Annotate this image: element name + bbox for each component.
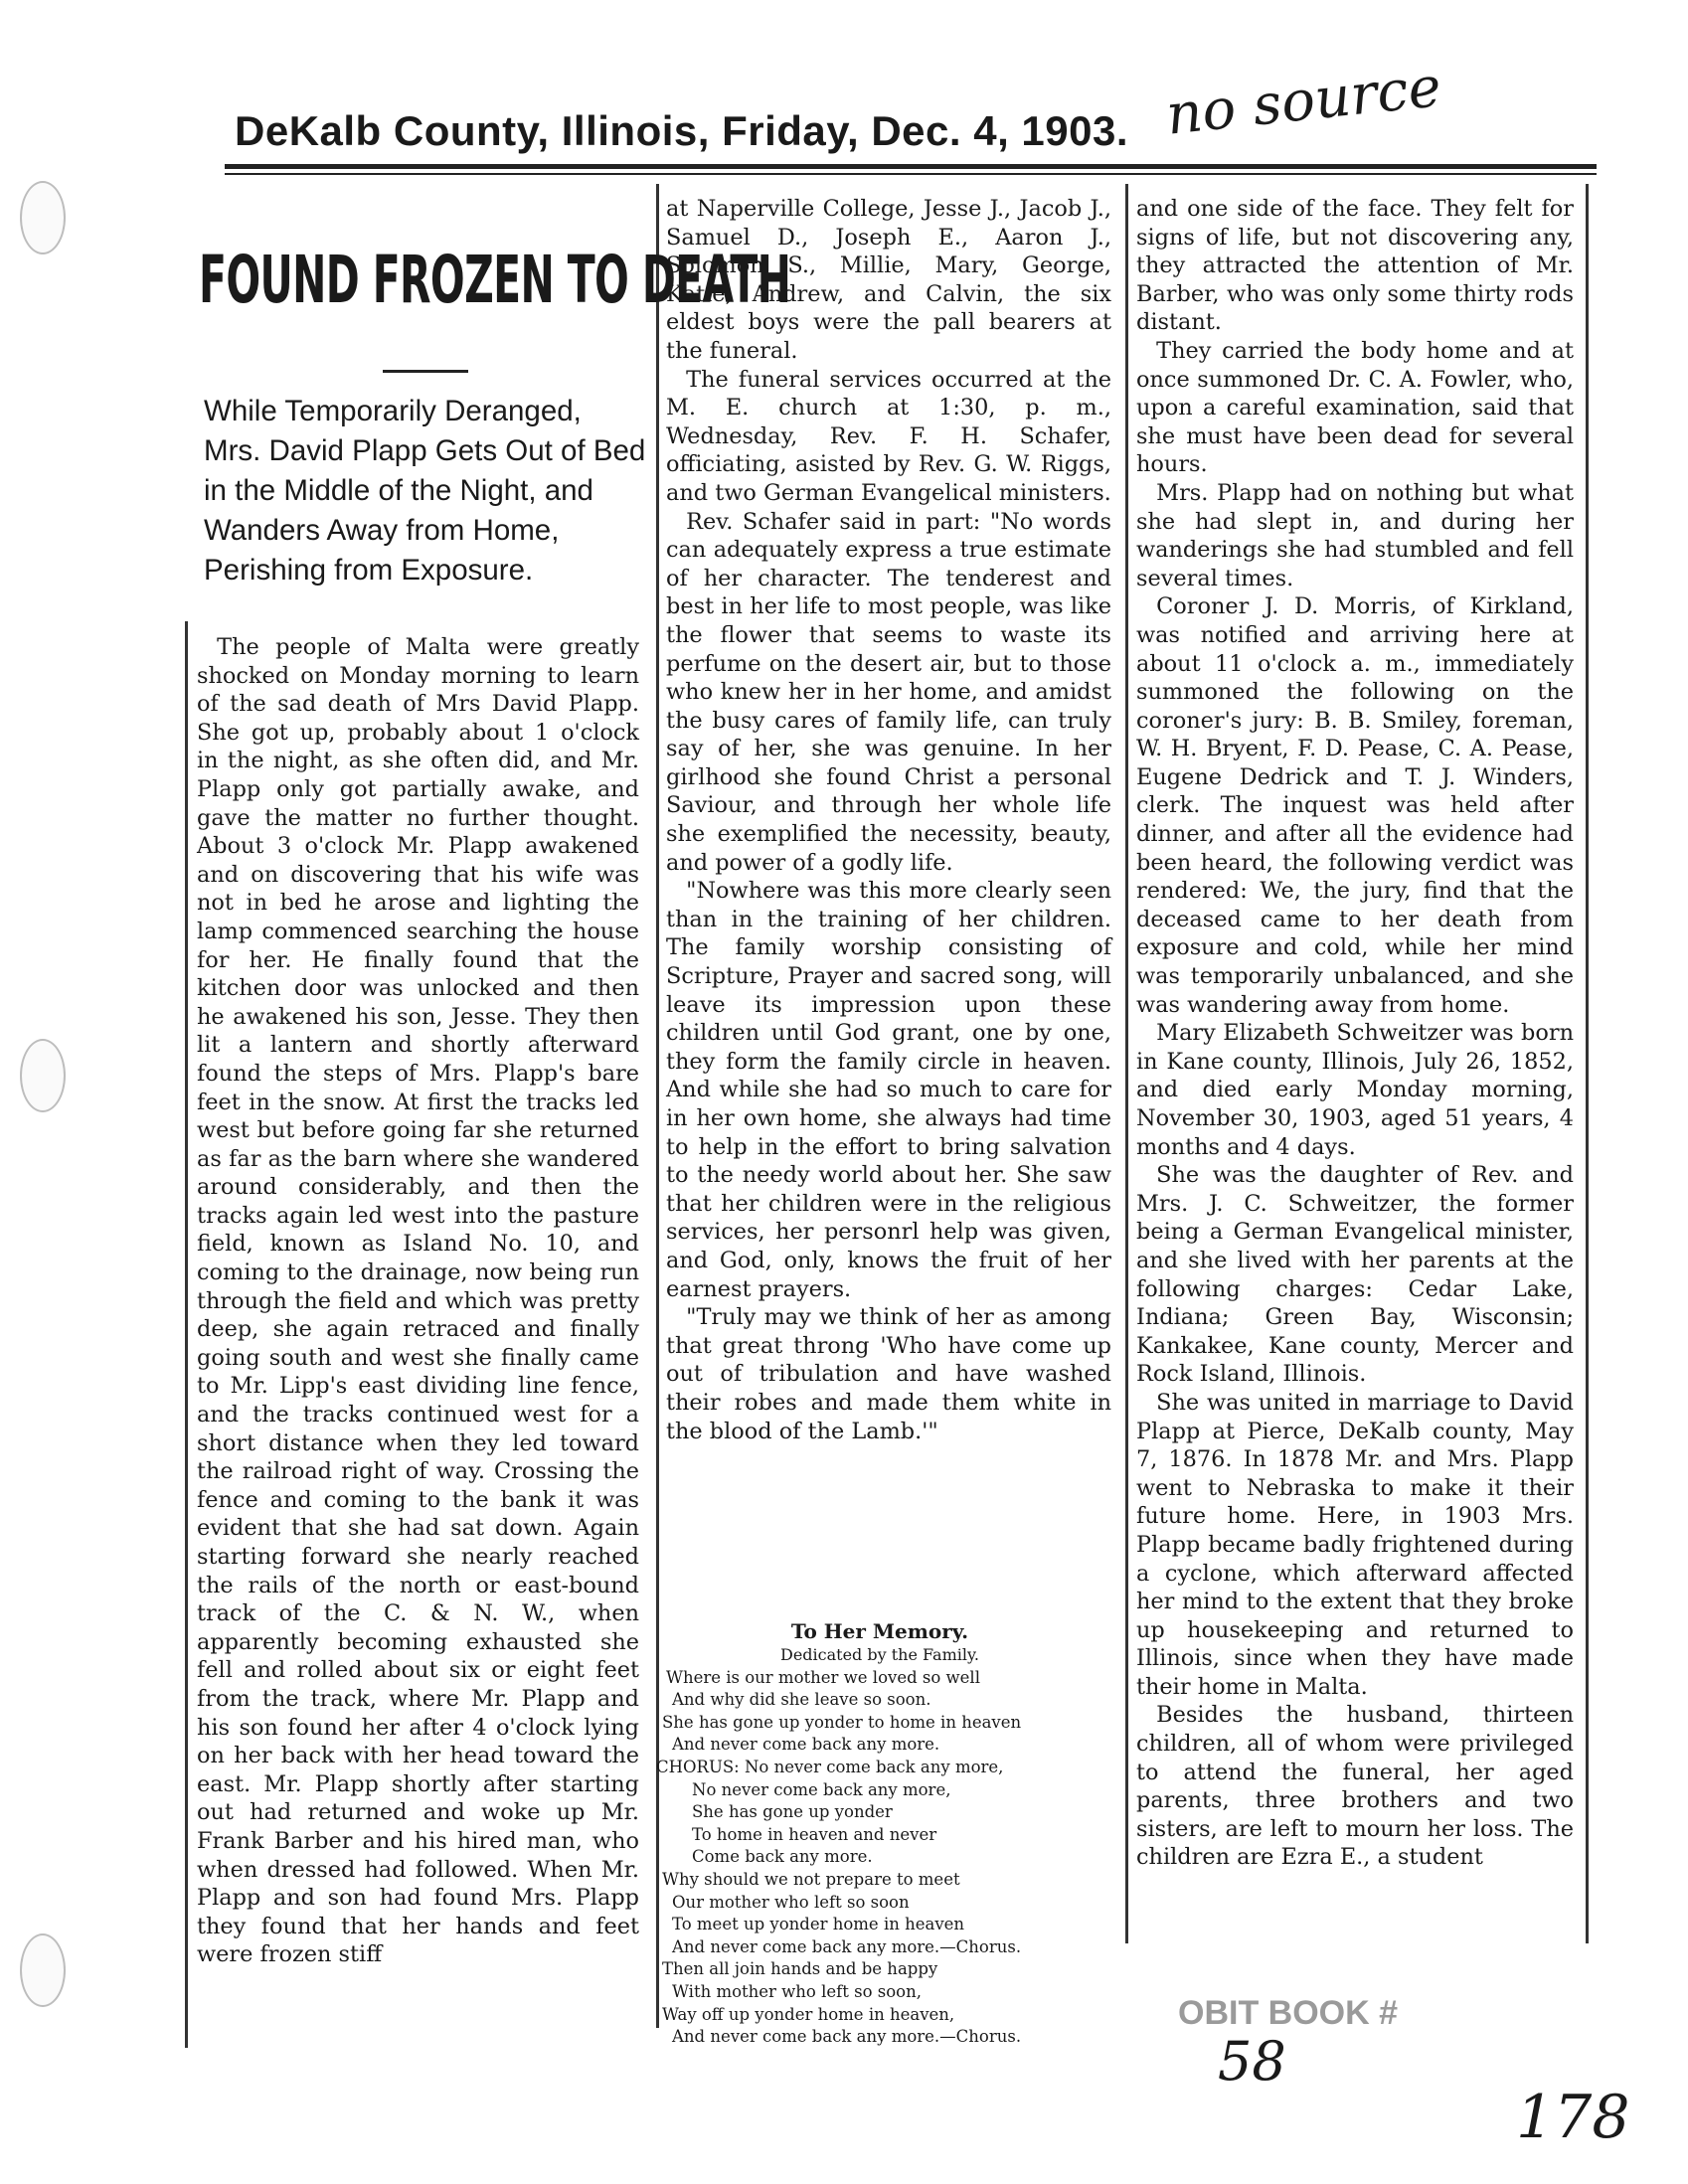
punch-hole-middle (20, 1039, 66, 1112)
paragraph: Coroner J. D. Morris, of Kirkland, was notified and arriving here at about 11 o'clock a. m., immediately summoned the following on the coroner's jury: B. B. Smiley, foreman, W. H. Bryent, F. D. Pease, C. A. Pease, Eugene Dedrick and T. J. Winders, clerk. The inquest was held after dinner, and after all the evidence had been heard, the following verdict was rendered: We, the jury, find that the deceased came to her death from exposure and cold, while her mind was temporarily unbalanced, and she was wandering away from home. (1136, 593, 1574, 1018)
poem-line: Why should we not prepare to meet (662, 1869, 960, 1889)
poem-line: Way off up yonder home in heaven, (662, 2004, 955, 2024)
poem-line: To meet up yonder home in heaven (672, 1915, 965, 1934)
paragraph: and one side of the face. They felt for signs of life, but not discovering any, they attracted the attention of Mr. Barber, who was only some thirty rods distant. (1136, 196, 1574, 336)
story-column-1 (197, 633, 639, 1969)
paragraph: She was united in marriage to David Plapp at Pierce, DeKalb county, May 7, 1876. In 1878 Mr. and Mrs. Plapp went to Nebraska to make it their future home. Here, in 1903 Mrs. Plapp became badly frightened during a cyclone, which afterward affected her mind to the extent that they broke up housekeeping and returned to Illinois, since when they have made their home in Malta. (1136, 1389, 1574, 1700)
subheadline: While Temporarily Deranged, Mrs. David Plapp Gets Out of Bed in the Middle of the Night, and Wanders Away from Home, Perishing from Exposure. (204, 395, 646, 587)
paragraph: The people of Malta were greatly shocked on Monday morning to learn of the sad death of Mrs David Plapp. She got up, probably about 1 o'clock in the night, as she often did, and Mr. Plapp only got partially awake, and gave the matter no further thought. About 3 o'clock Mr. Plapp awakened and on discovering that his wife was not in bed he arose and lighting the lamp commenced searching the house for her. He finally found that the kitchen door was unlocked and then he awakened his son, Jesse. They then lit a lantern and shortly afterward found the steps of Mrs. Plapp's bare feet in the snow. At first the tracks led west but before going far she returned as far as the barn where she wandered around considerably, and then the tracks again led west into the pasture field, known as Island No. 10, and coming to the drainage, now being run through the field and which was pretty deep, she again retraced and finally going south and west she finally came to Mr. Lipp's east dividing line fence, and the tracks continued west for a short distance when they led toward the railroad right of way. Crossing the fence and coming to the bank it was evident that she had sat down. Again starting forward she nearly reached the rails of the north or east-bound track of the C. & N. W., when apparently becoming exhausted she fell and rolled about six or eight feet from the track, where Mr. Plapp and his son found her after 4 o'clock lying on her back with her head toward the east. Mr. Plapp shortly after starting out had returned and woke up Mr. Frank Barber and his hired man, who when dressed had followed. When Mr. Plapp and son had found Mrs. Plapp they found that her hands and feet were frozen stiff (197, 634, 639, 1968)
poem-line: Come back any more. (692, 1847, 873, 1867)
poem-line: Our mother who left so soon (672, 1892, 910, 1912)
punch-hole-bottom (20, 1933, 66, 2007)
poem-line: And why did she leave so soon. (672, 1690, 931, 1710)
poem-line: Where is our mother we loved so well (666, 1667, 980, 1687)
poem-line: With mother who left so soon, (672, 1981, 922, 2001)
paragraph: Besides the husband, thirteen children, all of whom were privileged to attend the funeral, her aged parents, three brothers and two sisters, are left to mourn her loss. The children are Ezra E., a student (1136, 1702, 1574, 1871)
headline-dash (383, 370, 468, 373)
paragraph: "Nowhere was this more clearly seen than in the training of her children. The family worship consisting of Scripture, Prayer and sacred song, will leave its impression upon these children until God grant, one by one, they form the family circle in heaven. And while she had so much to care for in her own home, she always had time to help in the effort to bring salvation to the needy world about her. She saw that her children were in the religious services, her personrl help was given, and God, only, knows the fruit of her earnest prayers. (666, 878, 1111, 1302)
poem-line: Then all join hands and be happy (662, 1959, 938, 1979)
poem-line: She has gone up yonder (692, 1802, 893, 1822)
paragraph: They carried the body home and at once summoned Dr. C. A. Fowler, who, upon a careful examination, said that she must have been dead for several hours. (1136, 337, 1574, 478)
obit-book-stamp: OBIT BOOK # (1178, 1994, 1399, 2032)
paragraph: She was the daughter of Rev. and Mrs. J. C. Schweitzer, the former being a German Evangelical minister, and she lived with her parents at the following charges: Cedar Lake, Indiana; Green Bay, Wisconsin; Kankakee, Kane county, Mercer and Rock Island, Illinois. (1136, 1162, 1574, 1388)
column-rule-right (1586, 184, 1589, 1943)
paragraph: at Naperville College, Jesse J., Jacob J., Samuel D., Joseph E., Aaron J., Solomon S., Millie, Mary, George, Katie, Andrew, and Calvin, the six eldest boys were the pall bearers at the funeral. (666, 196, 1111, 364)
punch-hole-top (20, 181, 66, 254)
page-number: 178 (1516, 2083, 1630, 2152)
paragraph: Mrs. Plapp had on nothing but what she had slept in, and during her wanderings she had stumbled and fell several times. (1136, 479, 1574, 591)
poem-title: To Her Memory. (790, 1619, 969, 1643)
paragraph: The funeral services occurred at the M. E. church at 1:30, p. m., Wednesday, Rev. F. H. Schafer, officiating, asisted by Rev. G. W. Riggs, and two German Evangelical ministers. (666, 366, 1111, 506)
poem-line: To home in heaven and never (692, 1824, 937, 1844)
poem-line: And never come back any more.—Chorus. (672, 1936, 1022, 1956)
header-rule-thick (225, 164, 1597, 169)
story-column-2 (666, 195, 1111, 1445)
poem-line: She has gone up yonder to home in heaven (662, 1712, 1022, 1732)
story-column-3 (1136, 195, 1574, 1872)
poem-line: And never come back any more. (672, 1735, 940, 1755)
paragraph: Mary Elizabeth Schweitzer was born in Kane county, Illinois, July 26, 1852, and died early Monday morning, November 30, 1903, aged 51 years, 4 months and 4 days. (1136, 1020, 1574, 1160)
column-rule-left (185, 621, 188, 2048)
memorial-poem (656, 1618, 1103, 2049)
header-rule-thin (225, 173, 1597, 175)
headline: FOUND FROZEN TO DEATH (199, 242, 791, 318)
newspaper-header: DeKalb County, Illinois, Friday, Dec. 4, 1903. (235, 107, 1129, 154)
poem-line: And never come back any more.—Chorus. (672, 2027, 1022, 2047)
poem-line: CHORUS: No never come back any more, (656, 1757, 1004, 1776)
poem-dedication: Dedicated by the Family. (780, 1645, 979, 1664)
column-rule-2 (1125, 184, 1128, 1943)
paragraph: Rev. Schafer said in part: "No words can adequately express a true estimate of her character. The tenderest and best in her life to most people, was like the flower that seems to waste its perfume on the desert air, but to those who knew her in her home, and amidst the busy cares of family life, can truly say of her, she was genuine. In her girlhood she found Christ a personal Saviour, and through her whole life she exemplified the necessity, beauty, and power of a godly life. (666, 508, 1111, 876)
obit-book-number: 58 (1218, 2030, 1286, 2093)
poem-line: No never come back any more, (692, 1779, 951, 1799)
handwritten-note: no source (1163, 55, 1444, 148)
paragraph: "Truly may we think of her as among that great throng 'Who have come up out of tribulation and have washed their robes and made them white in the blood of the Lamb.'" (666, 1304, 1111, 1444)
